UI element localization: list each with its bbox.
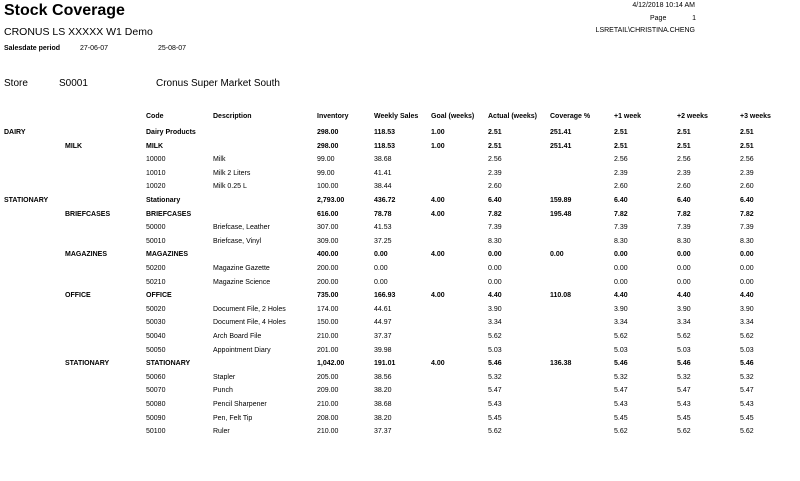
header-code: Code [146, 113, 164, 120]
cell-description: Magazine Gazette [213, 265, 270, 272]
salesdate-to: 25-08-07 [158, 45, 187, 52]
cell-description: Document File, 4 Holes [213, 319, 286, 327]
cell-week-2: 2.51 [677, 129, 691, 136]
cell-week-1: 5.47 [614, 387, 628, 395]
cell-week-2: 5.43 [677, 401, 691, 408]
cell-actual-weeks: 5.03 [488, 346, 502, 354]
cell-week-1: 3.90 [614, 305, 628, 313]
cell-inventory: 174.00 [317, 305, 339, 313]
cell-weekly-sales: 38.20 [374, 387, 392, 395]
cell-weekly-sales: 39.98 [374, 346, 392, 354]
table-group-row [0, 211, 800, 225]
cell-week-3: 3.90 [740, 305, 754, 313]
cell-week-2: 5.32 [677, 373, 691, 381]
cell-weekly-sales: 0.00 [374, 265, 388, 272]
store-code: S0001 [59, 78, 88, 89]
store-name: Cronus Super Market South [156, 78, 280, 89]
cell-actual-weeks: 5.46 [488, 360, 502, 368]
cell-week-2: 5.45 [677, 414, 691, 422]
table-row [0, 415, 800, 429]
cell-actual-weeks: 2.51 [488, 129, 502, 136]
table-row [0, 306, 800, 320]
cell-actual-weeks: 2.39 [488, 169, 502, 177]
cell-inventory: 100.00 [317, 183, 339, 191]
cell-inventory: 210.00 [317, 333, 339, 340]
cell-actual-weeks: 5.62 [488, 333, 502, 340]
table-group-row [0, 143, 800, 157]
table-row [0, 319, 800, 333]
cell-week-1: 2.51 [614, 142, 628, 150]
cell-week-2: 5.47 [677, 387, 691, 395]
cell-weekly-sales: 44.97 [374, 319, 392, 327]
cell-description: Ruler [213, 428, 230, 436]
cell-inventory: 298.00 [317, 142, 339, 150]
cell-actual-weeks: 5.45 [488, 414, 502, 422]
cell-description: Stapler [213, 373, 236, 381]
printed-timestamp: 4/12/2018 10:14 AM [632, 2, 695, 9]
page-label: Page [650, 15, 667, 22]
cell-code: 10000 [146, 156, 166, 164]
cell-weekly-sales: 41.53 [374, 224, 392, 232]
cell-week-1: 2.51 [614, 129, 628, 136]
cell-week-1: 0.00 [614, 251, 628, 259]
cell-week-3: 8.30 [740, 237, 754, 245]
cell-coverage: 136.38 [550, 360, 572, 368]
cell-week-3: 7.82 [740, 210, 754, 218]
header-week-1: +1 week [614, 113, 642, 120]
cell-code: 10020 [146, 183, 166, 191]
cell-actual-weeks: 2.56 [488, 156, 502, 164]
cell-coverage: 159.89 [550, 197, 572, 204]
table-row [0, 387, 800, 401]
table-row [0, 183, 800, 197]
cell-actual-weeks: 8.30 [488, 237, 502, 245]
cell-inventory: 200.00 [317, 278, 339, 286]
cell-inventory: 298.00 [317, 129, 339, 136]
header-inventory: Inventory [317, 113, 349, 120]
table-row [0, 374, 800, 388]
cell-actual-weeks: 0.00 [488, 278, 502, 286]
cell-week-2: 8.30 [677, 237, 691, 245]
cell-week-2: 5.46 [677, 360, 691, 368]
cell-inventory: 99.00 [317, 156, 335, 164]
cell-weekly-sales: 44.61 [374, 305, 392, 313]
cell-subgroup: MAGAZINES [65, 251, 107, 259]
cell-description: Arch Board File [213, 333, 262, 340]
cell-description: Milk 0.25 L [213, 183, 247, 191]
cell-weekly-sales: 37.37 [374, 428, 392, 436]
cell-week-1: 5.45 [614, 414, 628, 422]
cell-code: 10010 [146, 169, 166, 177]
cell-week-1: 0.00 [614, 278, 628, 286]
cell-week-2: 2.60 [677, 183, 691, 191]
cell-actual-weeks: 5.43 [488, 401, 502, 408]
cell-actual-weeks: 0.00 [488, 251, 502, 259]
cell-week-1: 3.34 [614, 319, 628, 327]
cell-description: Milk 2 Liters [213, 169, 251, 177]
cell-code: 50050 [146, 346, 166, 354]
header-weekly-sales: Weekly Sales [374, 113, 419, 120]
table-group-row [0, 197, 800, 211]
cell-inventory: 210.00 [317, 401, 339, 408]
cell-description: Appointment Diary [213, 346, 271, 354]
cell-week-3: 0.00 [740, 251, 754, 259]
cell-weekly-sales: 118.53 [374, 142, 396, 150]
cell-weekly-sales: 41.41 [374, 169, 392, 177]
table-group-row [0, 360, 800, 374]
cell-week-2: 4.40 [677, 292, 691, 300]
cell-week-3: 2.51 [740, 142, 754, 150]
cell-week-3: 5.46 [740, 360, 754, 368]
cell-week-1: 5.62 [614, 333, 628, 340]
cell-code: 50200 [146, 265, 166, 272]
cell-code: Stationary [146, 197, 181, 204]
cell-inventory: 309.00 [317, 237, 339, 245]
cell-code: 50010 [146, 237, 166, 245]
cell-week-3: 2.56 [740, 156, 754, 164]
cell-week-1: 5.62 [614, 428, 628, 436]
cell-weekly-sales: 38.20 [374, 414, 392, 422]
table-row [0, 333, 800, 347]
cell-coverage: 251.41 [550, 142, 572, 150]
cell-subgroup: OFFICE [65, 292, 91, 300]
cell-code: 50040 [146, 333, 166, 340]
cell-week-3: 5.45 [740, 414, 754, 422]
cell-actual-weeks: 4.40 [488, 292, 502, 300]
cell-weekly-sales: 0.00 [374, 251, 388, 259]
cell-week-1: 5.03 [614, 346, 628, 354]
cell-week-2: 2.51 [677, 142, 691, 150]
cell-week-3: 0.00 [740, 265, 754, 272]
cell-week-2: 5.62 [677, 428, 691, 436]
cell-description: Pen, Felt Tip [213, 414, 253, 422]
store-label: Store [4, 78, 28, 89]
table-row [0, 279, 800, 293]
cell-goal-weeks: 1.00 [431, 142, 445, 150]
cell-week-3: 2.39 [740, 169, 754, 177]
cell-inventory: 210.00 [317, 428, 339, 436]
cell-code: 50020 [146, 305, 166, 313]
cell-goal-weeks: 4.00 [431, 292, 445, 300]
cell-week-3: 3.34 [740, 319, 754, 327]
cell-week-1: 5.32 [614, 373, 628, 381]
cell-week-2: 0.00 [677, 278, 691, 286]
cell-inventory: 209.00 [317, 387, 339, 395]
header-coverage: Coverage % [550, 113, 591, 120]
cell-weekly-sales: 0.00 [374, 278, 388, 286]
cell-week-1: 8.30 [614, 237, 628, 245]
cell-actual-weeks: 7.82 [488, 210, 502, 218]
cell-description: Document File, 2 Holes [213, 305, 286, 313]
page-number: 1 [692, 15, 696, 22]
cell-actual-weeks: 2.60 [488, 183, 502, 191]
cell-week-3: 5.03 [740, 346, 754, 354]
cell-coverage: 110.08 [550, 292, 572, 300]
header-week-2: +2 weeks [677, 113, 708, 120]
cell-actual-weeks: 7.39 [488, 224, 502, 232]
cell-subgroup: BRIEFCASES [65, 210, 111, 218]
cell-week-2: 7.82 [677, 210, 691, 218]
cell-code: Dairy Products [146, 129, 196, 136]
cell-goal-weeks: 4.00 [431, 210, 445, 218]
cell-actual-weeks: 0.00 [488, 265, 502, 272]
cell-coverage: 251.41 [550, 129, 572, 136]
cell-week-1: 5.46 [614, 360, 628, 368]
cell-week-2: 0.00 [677, 265, 691, 272]
header-actual-weeks: Actual (weeks) [488, 113, 538, 120]
header-goal-weeks: Goal (weeks) [431, 113, 475, 120]
cell-week-3: 5.62 [740, 428, 754, 436]
cell-code: MILK [146, 142, 164, 150]
cell-goal-weeks: 1.00 [431, 129, 445, 136]
cell-inventory: 307.00 [317, 224, 339, 232]
cell-weekly-sales: 38.44 [374, 183, 392, 191]
table-row [0, 170, 800, 184]
cell-inventory: 616.00 [317, 210, 339, 218]
cell-week-1: 0.00 [614, 265, 628, 272]
cell-week-3: 5.47 [740, 387, 754, 395]
company-name: CRONUS LS XXXXX W1 Demo [4, 26, 153, 38]
table-row [0, 238, 800, 252]
cell-week-1: 2.60 [614, 183, 628, 191]
cell-description: Pencil Sharpener [213, 401, 267, 408]
user-name: LSRETAIL\CHRISTINA.CHENG [595, 27, 695, 34]
cell-inventory: 400.00 [317, 251, 339, 259]
cell-weekly-sales: 191.01 [374, 360, 396, 368]
cell-weekly-sales: 78.78 [374, 210, 392, 218]
cell-inventory: 150.00 [317, 319, 339, 327]
table-row [0, 265, 800, 279]
cell-week-2: 7.39 [677, 224, 691, 232]
cell-coverage: 195.48 [550, 210, 572, 218]
cell-week-2: 2.39 [677, 169, 691, 177]
cell-code: 50210 [146, 278, 166, 286]
cell-inventory: 99.00 [317, 169, 335, 177]
cell-weekly-sales: 166.93 [374, 292, 396, 300]
cell-code: 50060 [146, 373, 166, 381]
cell-code: 50030 [146, 319, 166, 327]
table-group-row [0, 292, 800, 306]
cell-week-3: 2.51 [740, 129, 754, 136]
cell-week-2: 6.40 [677, 197, 691, 204]
cell-week-3: 6.40 [740, 197, 754, 204]
cell-week-3: 0.00 [740, 278, 754, 286]
table-group-row [0, 129, 800, 143]
cell-code: 50000 [146, 224, 166, 232]
cell-week-3: 7.39 [740, 224, 754, 232]
cell-inventory: 735.00 [317, 292, 339, 300]
cell-description: Punch [213, 387, 233, 395]
cell-actual-weeks: 5.62 [488, 428, 502, 436]
report-title: Stock Coverage [4, 2, 125, 19]
cell-week-3: 2.60 [740, 183, 754, 191]
cell-code: 50090 [146, 414, 166, 422]
cell-week-1: 2.56 [614, 156, 628, 164]
cell-weekly-sales: 37.37 [374, 333, 392, 340]
cell-description: Magazine Science [213, 278, 271, 286]
cell-actual-weeks: 3.90 [488, 305, 502, 313]
table-row [0, 224, 800, 238]
table-row [0, 156, 800, 170]
cell-description: Briefcase, Vinyl [213, 237, 262, 245]
cell-subgroup: MILK [65, 142, 83, 150]
cell-week-2: 3.34 [677, 319, 691, 327]
cell-code: 50100 [146, 428, 166, 436]
cell-week-2: 5.62 [677, 333, 691, 340]
cell-week-2: 0.00 [677, 251, 691, 259]
cell-goal-weeks: 4.00 [431, 197, 445, 204]
salesdate-from: 27-06-07 [80, 45, 109, 52]
cell-actual-weeks: 2.51 [488, 142, 502, 150]
cell-code: 50070 [146, 387, 166, 395]
cell-actual-weeks: 5.47 [488, 387, 502, 395]
cell-goal-weeks: 4.00 [431, 251, 445, 259]
header-description: Description [213, 113, 252, 120]
cell-description: Briefcase, Leather [213, 224, 270, 232]
salesdate-period-label: Salesdate period [4, 45, 61, 52]
cell-week-1: 7.82 [614, 210, 628, 218]
cell-week-2: 5.03 [677, 346, 691, 354]
table-row [0, 401, 800, 415]
cell-weekly-sales: 38.68 [374, 156, 392, 164]
cell-coverage: 0.00 [550, 251, 564, 259]
cell-group: DAIRY [4, 129, 26, 136]
cell-group: STATIONARY [4, 197, 49, 204]
cell-code: STATIONARY [146, 360, 191, 368]
cell-week-2: 2.56 [677, 156, 691, 164]
cell-code: 50080 [146, 401, 166, 408]
cell-week-1: 2.39 [614, 169, 628, 177]
cell-weekly-sales: 38.68 [374, 401, 392, 408]
cell-weekly-sales: 38.56 [374, 373, 392, 381]
cell-weekly-sales: 436.72 [374, 197, 396, 204]
cell-code: OFFICE [146, 292, 172, 300]
cell-actual-weeks: 6.40 [488, 197, 502, 204]
cell-code: BRIEFCASES [146, 210, 192, 218]
cell-goal-weeks: 4.00 [431, 360, 445, 368]
cell-code: MAGAZINES [146, 251, 188, 259]
cell-week-1: 7.39 [614, 224, 628, 232]
cell-inventory: 208.00 [317, 414, 339, 422]
cell-inventory: 1,042.00 [317, 360, 345, 368]
cell-inventory: 205.00 [317, 373, 339, 381]
cell-inventory: 2,793.00 [317, 197, 345, 204]
cell-inventory: 200.00 [317, 265, 339, 272]
cell-weekly-sales: 118.53 [374, 129, 396, 136]
cell-week-2: 3.90 [677, 305, 691, 313]
cell-week-1: 5.43 [614, 401, 628, 408]
cell-week-1: 4.40 [614, 292, 628, 300]
cell-actual-weeks: 5.32 [488, 373, 502, 381]
cell-week-3: 4.40 [740, 292, 754, 300]
table-row [0, 347, 800, 361]
cell-subgroup: STATIONARY [65, 360, 110, 368]
cell-description: Milk [213, 156, 226, 164]
table-row [0, 428, 800, 442]
cell-inventory: 201.00 [317, 346, 339, 354]
cell-week-3: 5.32 [740, 373, 754, 381]
header-week-3: +3 weeks [740, 113, 771, 120]
cell-weekly-sales: 37.25 [374, 237, 392, 245]
cell-week-3: 5.62 [740, 333, 754, 340]
cell-actual-weeks: 3.34 [488, 319, 502, 327]
table-group-row [0, 251, 800, 265]
cell-week-1: 6.40 [614, 197, 628, 204]
cell-week-3: 5.43 [740, 401, 754, 408]
